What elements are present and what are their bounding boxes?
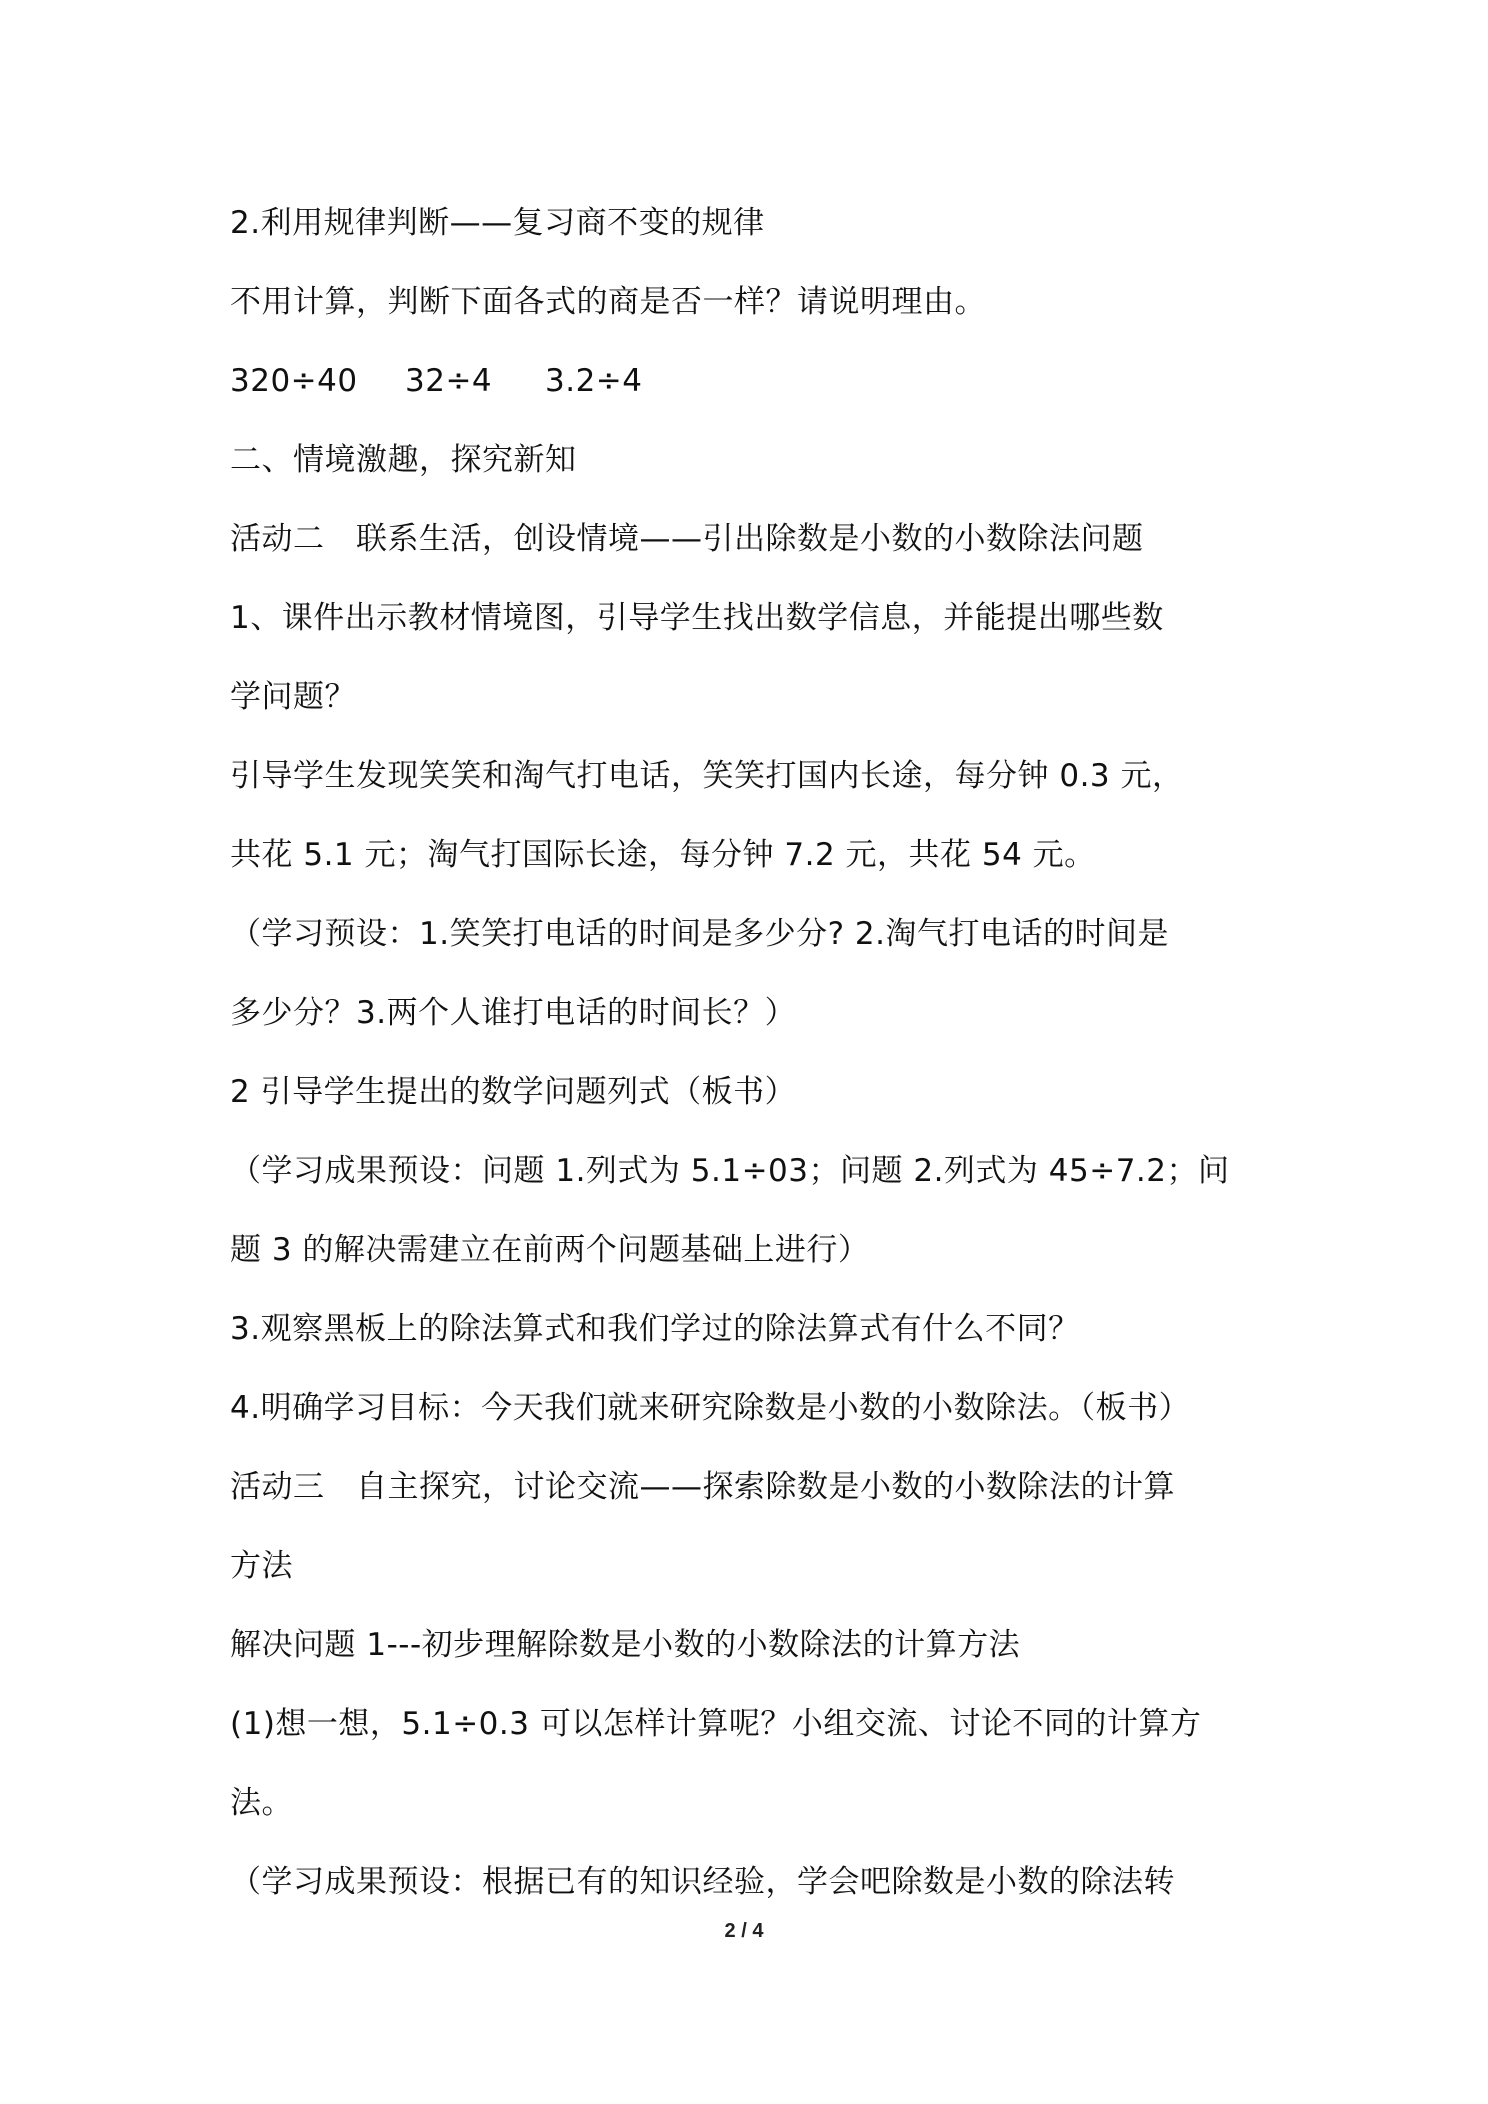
formula-item: 32÷4 [405, 363, 493, 399]
paragraph: 1、课件出示教材情境图，引导学生找出数学信息，并能提出哪些数 [230, 600, 1164, 636]
activity-heading: 活动二 联系生活，创设情境——引出除数是小数的小数除法问题 [230, 521, 1144, 557]
paragraph: 法。 [230, 1785, 293, 1821]
paragraph: 题 3 的解决需建立在前两个问题基础上进行） [230, 1232, 870, 1268]
heading-review-rule: 2.利用规律判断——复习商不变的规律 [230, 205, 765, 241]
paragraph: 2 引导学生提出的数学问题列式（板书） [230, 1074, 797, 1110]
activity-heading: 活动三 自主探究，讨论交流——探索除数是小数的小数除法的计算 [230, 1469, 1175, 1505]
paragraph: (1)想一想，5.1÷0.3 可以怎样计算呢？小组交流、讨论不同的计算方 [230, 1706, 1202, 1742]
paragraph: 解决问题 1---初步理解除数是小数的小数除法的计算方法 [230, 1627, 1021, 1663]
formula-item: 320÷40 [230, 363, 358, 399]
paragraph: 不用计算，判断下面各式的商是否一样？请说明理由。 [230, 284, 986, 320]
paragraph: 学问题？ [230, 679, 356, 715]
paragraph: 共花 5.1 元；淘气打国际长途，每分钟 7.2 元，共花 54 元。 [230, 837, 1096, 873]
paragraph: （学习预设：1.笑笑打电话的时间是多少分? 2.淘气打电话的时间是 [230, 916, 1169, 952]
paragraph: 方法 [230, 1548, 293, 1584]
page-number: 2 / 4 [724, 1920, 764, 1942]
paragraph: 多少分？3.两个人谁打电话的时间长？） [230, 995, 797, 1031]
formula-row [230, 348, 1280, 427]
paragraph: （学习成果预设：根据已有的知识经验，学会吧除数是小数的除法转 [230, 1864, 1175, 1900]
document-body [230, 190, 1280, 1928]
paragraph: （学习成果预设：问题 1.列式为 5.1÷03；问题 2.列式为 45÷7.2；问 [230, 1153, 1230, 1189]
section-heading: 二、情境激趣，探究新知 [230, 442, 577, 478]
paragraph: 3.观察黑板上的除法算式和我们学过的除法算式有什么不同？ [230, 1311, 1080, 1347]
paragraph: 4.明确学习目标：今天我们就来研究除数是小数的小数除法。（板书） [230, 1390, 1191, 1426]
paragraph: 引导学生发现笑笑和淘气打电话，笑笑打国内长途，每分钟 0.3 元， [230, 758, 1184, 794]
formula-item: 3.2÷4 [545, 363, 643, 399]
